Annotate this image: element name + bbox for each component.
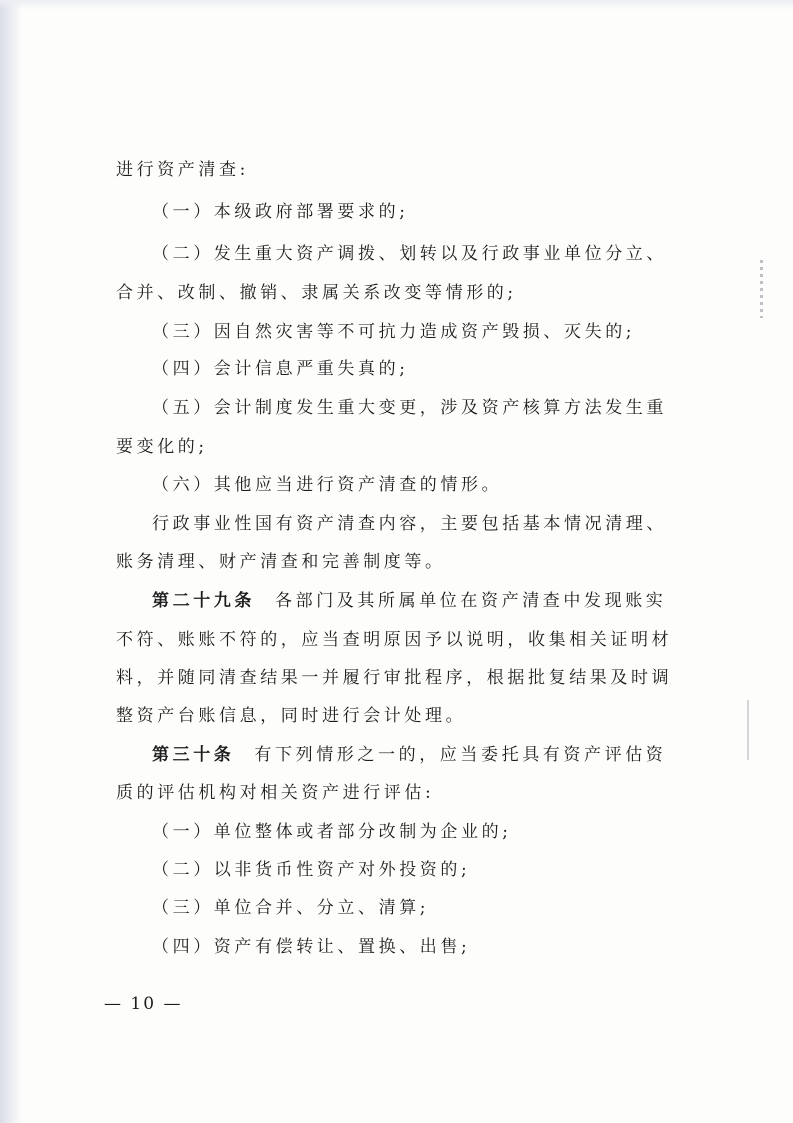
text-line: 料，并随同清查结果一并履行审批程序，根据批复结果及时调 bbox=[116, 668, 673, 688]
text-line: 合并、改制、撤销、隶属关系改变等情形的; bbox=[116, 283, 517, 303]
list-item: （二）发生重大资产调拨、划转以及行政事业单位分立、 bbox=[152, 244, 667, 264]
list-item: （三）单位合并、分立、清算; bbox=[152, 898, 430, 918]
paragraph-first-line: 行政事业性国有资产清查内容，主要包括基本情况清理、 bbox=[152, 514, 667, 534]
article-title: 第三十条 bbox=[152, 745, 235, 765]
list-item: （三）因自然灾害等不可抗力造成资产毁损、灭失的; bbox=[152, 322, 636, 342]
text-line: 不符、账账不符的，应当查明原因予以说明，收集相关证明材 bbox=[116, 630, 673, 650]
article-29-first-line bbox=[152, 591, 666, 611]
article-30-first-line bbox=[152, 745, 666, 765]
list-item: （四）资产有偿转让、置换、出售; bbox=[152, 937, 471, 957]
list-item: （二）以非货币性资产对外投资的; bbox=[152, 860, 471, 880]
text-line: 整资产台账信息，同时进行会计处理。 bbox=[116, 706, 467, 726]
text-line: 进行资产清查: bbox=[116, 160, 249, 180]
list-item: （一）单位整体或者部分改制为企业的; bbox=[152, 822, 512, 842]
list-item: （五）会计制度发生重大变更，涉及资产核算方法发生重 bbox=[152, 398, 667, 418]
article-title: 第二十九条 bbox=[152, 591, 255, 611]
article-text: 有下列情形之一的，应当委托具有资产评估资 bbox=[254, 745, 667, 765]
list-item: （一）本级政府部署要求的; bbox=[152, 202, 409, 222]
list-item: （六）其他应当进行资产清查的情形。 bbox=[152, 475, 503, 495]
page-number: — 10 — bbox=[104, 994, 183, 1014]
article-text: 各部门及其所属单位在资产清查中发现账实 bbox=[275, 591, 667, 611]
list-item: （四）会计信息严重失真的; bbox=[152, 359, 409, 379]
text-line: 要变化的; bbox=[116, 437, 208, 457]
text-line: 质的评估机构对相关资产进行评估: bbox=[116, 783, 435, 803]
text-line: 账务清理、财产清查和完善制度等。 bbox=[116, 552, 446, 572]
